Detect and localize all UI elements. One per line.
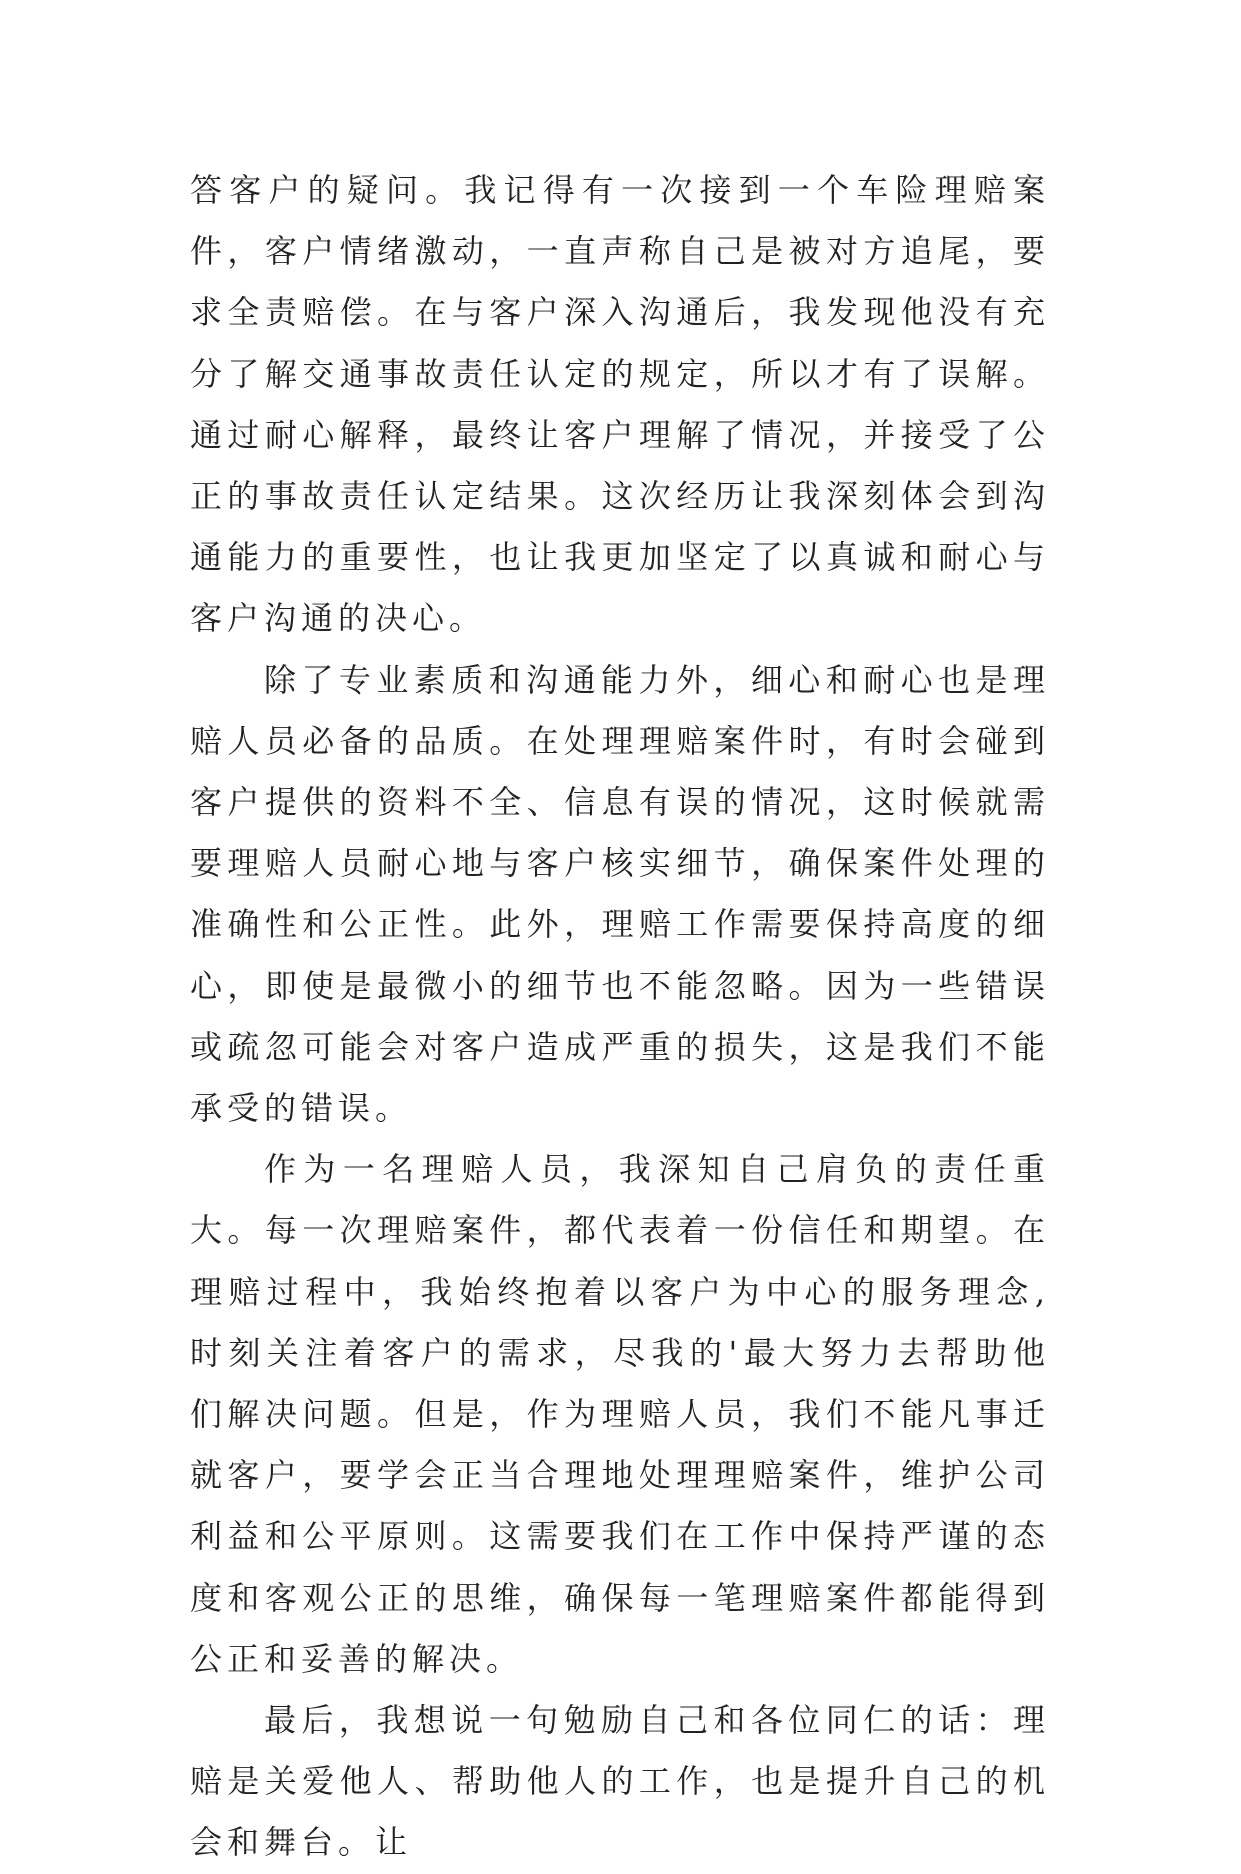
paragraph-closing: 最后，我想说一句勉励自己和各位同仁的话：理赔是关爱他人、帮助他人的工作，也是提升自己的机会和舞台。让 (190, 1701, 1050, 1862)
paragraph-qualities: 除了专业素质和沟通能力外，细心和耐心也是理赔人员必备的品质。在处理理赔案件时，有时会碰到客户提供的资料不全、信息有误的情况，这时候就需要理赔人员耐心地与客户核实细节，确保案件处理的准确性和公正性。此外，理赔工作需要保持高度的细心，即使是最微小的细节也不能忽略。因为一些错误或疏忽可能会对客户造成严重的损失，这是我们不能承受的错误。 (190, 660, 1050, 1128)
document-body (190, 160, 1050, 1874)
paragraph-responsibility: 作为一名理赔人员，我深知自己肩负的责任重大。每一次理赔案件，都代表着一份信任和期望。在理赔过程中，我始终抱着以客户为中心的服务理念,时刻关注着客户的需求，尽我的'最大努力去帮助他们解决问题。但是，作为理赔人员，我们不能凡事迁就客户，要学会正当合理地处理理赔案件，维护公司利益和公平原则。这需要我们在工作中保持严谨的态度和客观公正的思维，确保每一笔理赔案件都能得到公正和妥善的解决。 (190, 1150, 1050, 1678)
paragraph-continued: 答客户的疑问。我记得有一次接到一个车险理赔案件，客户情绪激动，一直声称自己是被对方追尾，要求全责赔偿。在与客户深入沟通后，我发现他没有充分了解交通事故责任认定的规定，所以才有了误解。通过耐心解释，最终让客户理解了情况，并接受了公正的事故责任认定结果。这次经历让我深刻体会到沟通能力的重要性，也让我更加坚定了以真诚和耐心与客户沟通的决心。 (190, 171, 1050, 638)
